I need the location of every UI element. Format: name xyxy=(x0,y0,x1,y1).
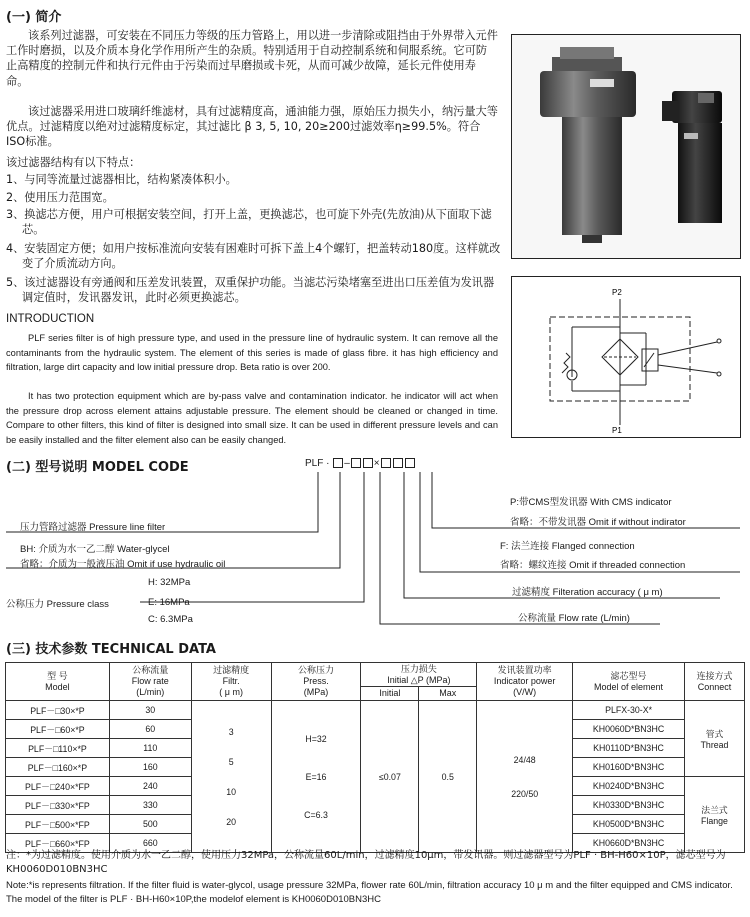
label-pressure-class: 公称压力 Pressure class xyxy=(6,599,109,610)
cell-loss-max: 0.5 xyxy=(419,701,477,853)
label-medium-omit: 省略：介质为一般液压油 Omit if use hydraulic oil xyxy=(20,559,226,570)
label-indicator: P:带CMS型发讯器 With CMS indicator xyxy=(510,497,672,508)
code-box-pressure xyxy=(351,458,361,468)
intro-paragraph-2: 该过滤器采用进口玻璃纤维滤材，具有过滤精度高，通油能力强，原始压力损失小，纳污量大等优点。过滤精度以绝对过滤精度标定，其过滤比 β 3, 5, 10, 20≥200过滤效率η≥99.5%。符合ISO标准。 xyxy=(6,105,498,149)
note-cn: 注：*为过滤精度。使用介质为水一乙二醇，使用压力32MPa，公称流量60L/min，过滤精度10μm，带发讯器。则过滤器型号为PLF · BH-H60×10P，滤芯型号为KH0060D010BN3HC xyxy=(6,850,726,875)
cell-loss-initial: ≤0.07 xyxy=(361,701,419,853)
feature-item-3: 3、换滤芯方便，用户可根据安装空间，打开上盖，更换滤芯，也可旋下外壳(先放油)从下面取下滤芯。 xyxy=(6,208,492,237)
hydraulic-schematic xyxy=(512,277,740,437)
cell-element: KH0660D*BN3HC xyxy=(573,834,685,853)
intro-paragraph-1: 该系列过滤器，可安装在不同压力等级的压力管路上，用以进一步清除或阻挡由于外界带入元件工作时磨损，以及介质本身化学作用所产生的杂质。特别适用于自动控制系统和伺服系统。它可防止高精度的控制元件和执行元件由于污染而过早磨损或卡死，从而可减少故障，延长元件使用寿命。 xyxy=(6,29,498,88)
th-pressure-loss: 压力损失 Initial △P (MPa) xyxy=(361,663,477,687)
cell-element: KH0110D*BN3HC xyxy=(573,739,685,758)
cell-flow: 330 xyxy=(109,796,191,815)
th-element-model: 滤芯型号 Model of element xyxy=(573,663,685,701)
cell-model: PLF－□160×*P xyxy=(6,758,110,777)
introduction-paragraph-2: It has two protection equipment which are by-pass valve and contamination indicator. he indicator will act when the pressure drop across element attains adjustable pressure. The element should be cleaned or changed in time. Compare to other filters, this kind of filter is designed into small size. It can be used in different pressure levels and can be easily installed and the filter element also can be easily changed. xyxy=(6,391,498,445)
intro-heading: (一) 简介 xyxy=(6,10,62,25)
label-pressure-e: E: 16MPa xyxy=(148,597,190,608)
cell-flow: 60 xyxy=(109,720,191,739)
tech-heading: (三) 技术参数 TECHNICAL DATA xyxy=(6,642,216,657)
cell-model: PLF－□110×*P xyxy=(6,739,110,758)
code-box-flow xyxy=(363,458,373,468)
cell-model: PLF－□30×*P xyxy=(6,701,110,720)
cell-flow: 660 xyxy=(109,834,191,853)
label-pressure-c: C: 6.3MPa xyxy=(148,614,193,625)
feature-item-4: 4、安装固定方便；如用户按标准流向安装有困难时可拆下盖上4个螺钉，把盖转动180度。这样就改变了介质流动方向。 xyxy=(6,242,501,271)
label-connection-flange: F: 法兰连接 Flanged connection xyxy=(500,541,635,552)
th-model: 型 号 Model xyxy=(6,663,110,701)
cell-flow: 30 xyxy=(109,701,191,720)
cell-connect-flange: 法兰式 Flange xyxy=(685,777,745,853)
feature-item-5: 5、该过滤器设有旁通阀和压差发讯装置，双重保护功能。当滤芯污染堵塞至进出口压差值为发讯器调定值时，发讯器发讯，此时必须更换滤芯。 xyxy=(6,276,495,305)
cell-element: KH0240D*BN3HC xyxy=(573,777,685,796)
label-indicator-omit: 省略：不带发讯器 Omit if without indirator xyxy=(510,517,686,528)
cell-model: PLF－□330×*FP xyxy=(6,796,110,815)
introduction-paragraph-1: PLF series filter is of high pressure type, and used in the pressure line of hydraulic system. It can remove all the contaminants from the hydraulic system. The element of this series is made of glass fibre. it has high efficiency and filtration, large dirt capacity and low initial pressure drop. Beta ratio is over 200. xyxy=(6,333,498,372)
th-loss-max: Max xyxy=(419,687,477,701)
cell-filtration-values: 3 5 10 20 xyxy=(191,701,271,853)
label-flow: 公称流量 Flow rate (L/min) xyxy=(518,613,630,624)
cell-connect-thread: 管式 Thread xyxy=(685,701,745,777)
cell-indicator-values: 24/48 220/50 xyxy=(477,701,573,853)
cell-model: PLF－□660×*FP xyxy=(6,834,110,853)
label-connection-omit: 省略：螺纹连接 Omit if threaded connection xyxy=(500,560,686,571)
note-en: Note:*is represents filtration. If the filter fluid is water-glycol, usage pressure 32MPa, flower rate 60L/min, filtration accuracy 10 μ m and the filter equipped and CMS indicator. The model of the filter is PLF · BH-H60×10P,the modelof element is KH0060D010BN3HC xyxy=(6,880,733,905)
code-prefix: PLF · xyxy=(305,458,330,469)
filter-photo-illustration xyxy=(512,35,740,258)
model-code-string: PLF · – × xyxy=(305,458,416,469)
code-box-filtration xyxy=(381,458,391,468)
introduction-heading: INTRODUCTION xyxy=(6,313,95,325)
cell-pressure-values: H=32 E=16 C=6.3 xyxy=(271,701,361,853)
hydraulic-symbol-diagram xyxy=(511,276,741,438)
cell-flow: 240 xyxy=(109,777,191,796)
th-pressure: 公称压力 Press. (MPa) xyxy=(271,663,361,701)
p2-label: P2 xyxy=(612,288,622,297)
p1-label: P1 xyxy=(612,426,622,435)
th-filtration: 过滤精度 Filtr. ( μ m) xyxy=(191,663,271,701)
cell-element: KH0500D*BN3HC xyxy=(573,815,685,834)
label-pressure-line: 压力管路过滤器 Pressure line filter xyxy=(20,522,166,533)
cell-flow: 110 xyxy=(109,739,191,758)
cell-flow: 500 xyxy=(109,815,191,834)
feature-item-2: 2、使用压力范围宽。 xyxy=(6,191,114,204)
tech-table-wrap xyxy=(5,662,745,853)
feature-item-1: 1、与同等流量过滤器相比，结构紧凑体积小。 xyxy=(6,173,237,186)
label-medium-bh: BH: 介质为水一乙二醇 Water-glycel xyxy=(20,544,170,555)
cell-element: KH0330D*BN3HC xyxy=(573,796,685,815)
label-filtration: 过滤精度 Filteration accuracy ( μ m) xyxy=(512,587,663,598)
cell-element: KH0160D*BN3HC xyxy=(573,758,685,777)
label-pressure-h: H: 32MPa xyxy=(148,577,191,588)
cell-model: PLF－□500×*FP xyxy=(6,815,110,834)
cell-element: KH0060D*BN3HC xyxy=(573,720,685,739)
model-code-heading: (二) 型号说明 MODEL CODE xyxy=(6,460,189,475)
cell-model: PLF－□240×*FP xyxy=(6,777,110,796)
th-flow: 公称流量 Flow rate (L/min) xyxy=(109,663,191,701)
cell-model: PLF－□60×*P xyxy=(6,720,110,739)
cell-element: PLFX-30-X* xyxy=(573,701,685,720)
features-title: 该过滤器结构有以下特点： xyxy=(6,156,141,169)
code-box-indicator xyxy=(405,458,415,468)
th-connect: 连接方式 Connect xyxy=(685,663,745,701)
tech-table xyxy=(5,662,745,853)
code-box-medium xyxy=(333,458,343,468)
th-loss-initial: Initial xyxy=(361,687,419,701)
product-photo xyxy=(511,34,741,259)
table-row xyxy=(6,701,745,720)
th-indicator-power: 发讯装置功率 Indicator power (V/W) xyxy=(477,663,573,701)
cell-flow: 160 xyxy=(109,758,191,777)
code-box-connection xyxy=(393,458,403,468)
